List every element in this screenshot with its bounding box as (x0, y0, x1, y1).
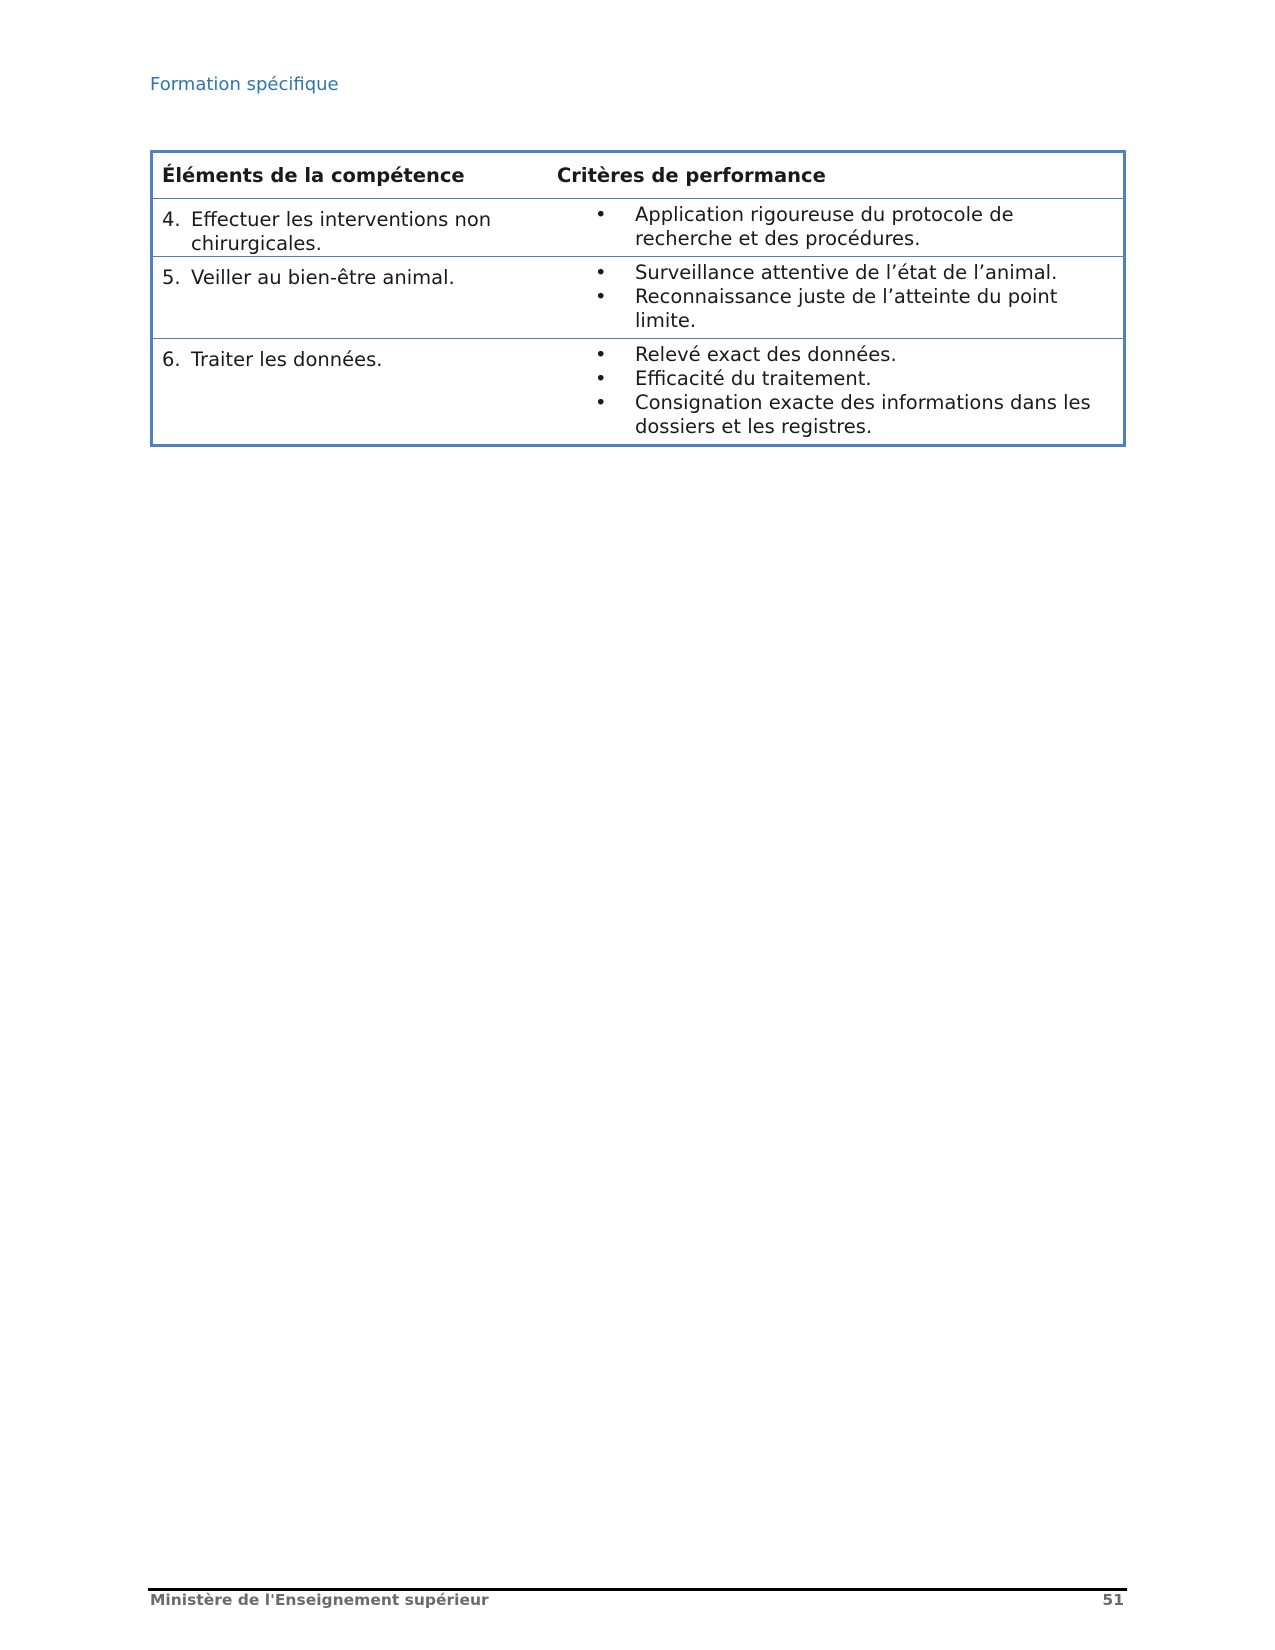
criteria-cell (557, 199, 1123, 256)
competency-table (150, 150, 1126, 447)
element-text: Effectuer les interventions non chirurgicales. (191, 208, 492, 255)
criterion-text: Efficacité du traitement. (635, 367, 872, 390)
table-row (153, 338, 1123, 444)
bullet: • (595, 203, 607, 226)
page-number: 51 (1102, 1591, 1124, 1609)
criteria-cell (557, 339, 1123, 444)
criterion-item (557, 203, 1115, 251)
table-header-row (153, 153, 1123, 198)
element-text: Veiller au bien-être animal. (191, 266, 455, 289)
numbered-element (162, 208, 557, 256)
bullet: • (595, 367, 607, 390)
element-text: Traiter les données. (191, 348, 383, 371)
criterion-text: Relevé exact des données. (635, 343, 897, 366)
numbered-element (162, 348, 557, 372)
criterion-item (557, 285, 1115, 333)
element-cell (153, 257, 557, 338)
criterion-text: Consignation exacte des informations dans les dossiers et les registres. (635, 391, 1091, 438)
criteria-list (557, 343, 1115, 439)
criterion-item (557, 261, 1115, 285)
bullet: • (595, 391, 607, 414)
bullet: • (595, 343, 607, 366)
criterion-item (557, 343, 1115, 367)
criteria-list (557, 203, 1115, 251)
numbered-element (162, 266, 557, 290)
footer-publisher: Ministère de l'Enseignement supérieur (150, 1591, 489, 1609)
criterion-item (557, 367, 1115, 391)
criteria-list (557, 261, 1115, 333)
criterion-text: Reconnaissance juste de l’atteinte du point limite. (635, 285, 1058, 332)
element-number: 5. (162, 266, 181, 289)
table-row (153, 198, 1123, 256)
element-number: 6. (162, 348, 181, 371)
bullet: • (595, 285, 607, 308)
header-criteria: Critères de performance (557, 163, 826, 187)
element-cell (153, 339, 557, 444)
criterion-text: Application rigoureuse du protocole de recherche et des procédures. (635, 203, 1014, 250)
criterion-item (557, 391, 1115, 439)
element-cell (153, 199, 557, 256)
bullet: • (595, 261, 607, 284)
header-elements: Éléments de la compétence (162, 163, 465, 187)
running-header: Formation spécifique (150, 74, 339, 95)
element-number: 4. (162, 208, 181, 231)
table-row (153, 256, 1123, 338)
criteria-cell (557, 257, 1123, 338)
criterion-text: Surveillance attentive de l’état de l’animal. (635, 261, 1058, 284)
